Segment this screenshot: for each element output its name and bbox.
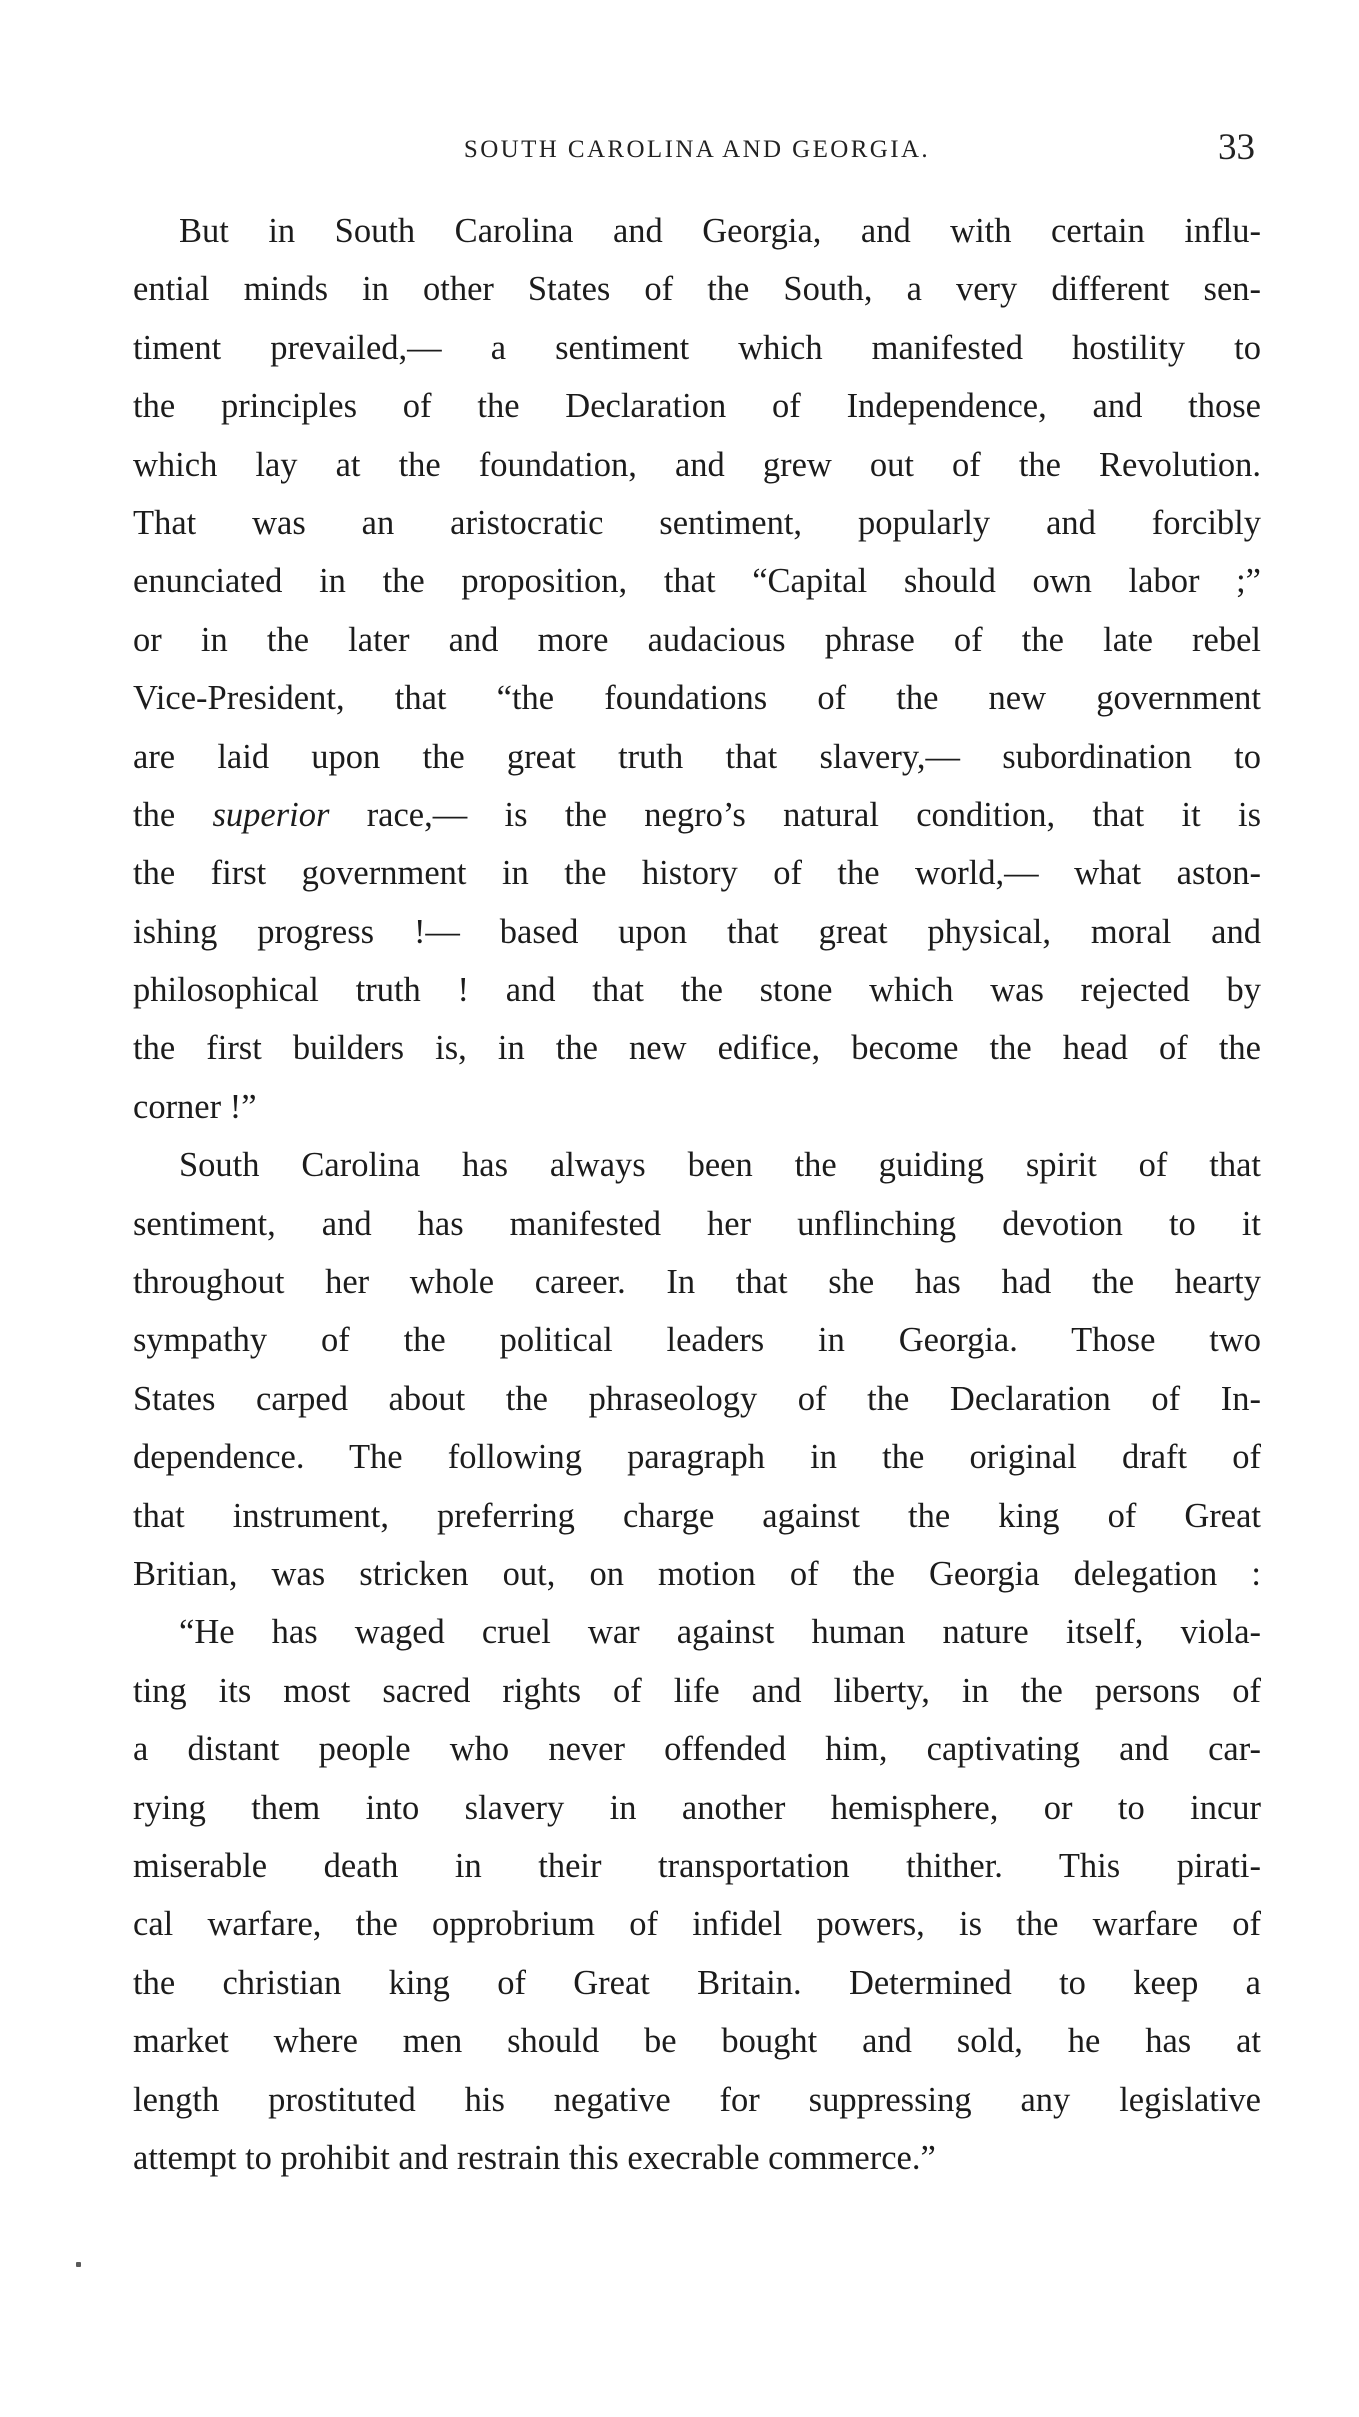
text-line: throughout her whole career. In that she has had the hearty bbox=[133, 1263, 1261, 1302]
text-line: Vice-President, that “the foundations of the new government bbox=[133, 679, 1261, 718]
text-line: rying them into slavery in another hemisphere, or to incur bbox=[133, 1788, 1261, 1827]
page-number: 33 bbox=[1218, 127, 1255, 168]
text-line: miserable death in their transportation thither. This pirati- bbox=[133, 1846, 1261, 1885]
text-line: a distant people who never offended him, captivating and car- bbox=[133, 1730, 1261, 1769]
text-line: dependence. The following paragraph in the original draft of bbox=[133, 1438, 1261, 1477]
text-line: the principles of the Declaration of Independence, and those bbox=[133, 387, 1261, 426]
text-line: which lay at the foundation, and grew out of the Revolution. bbox=[133, 445, 1261, 484]
text-line: timent prevailed,— a sentiment which manifested hostility to bbox=[133, 328, 1261, 367]
text-line: that instrument, preferring charge against the king of Great bbox=[133, 1496, 1261, 1535]
text-line: South Carolina has always been the guiding spirit of that bbox=[179, 1146, 1261, 1185]
text-line: But in South Carolina and Georgia, and with certain influ- bbox=[179, 212, 1261, 250]
text-line: ting its most sacred rights of life and liberty, in the persons of bbox=[133, 1671, 1261, 1710]
text-line: “He has waged cruel war against human nature itself, viola- bbox=[179, 1613, 1261, 1652]
text-line: the christian king of Great Britain. Determined to keep a bbox=[133, 1963, 1261, 2002]
text-line: That was an aristocratic sentiment, popularly and forcibly bbox=[133, 503, 1261, 542]
text-line: market where men should be bought and sold, he has at bbox=[133, 2022, 1261, 2061]
text-line: are laid upon the great truth that slavery,— subordination to bbox=[133, 737, 1261, 776]
text-line bbox=[133, 786, 1261, 844]
italic-word: superior bbox=[212, 795, 330, 834]
text-line: or in the later and more audacious phrase of the late rebel bbox=[133, 620, 1261, 659]
text-line: States carped about the phraseology of the Declaration of In- bbox=[133, 1379, 1261, 1418]
running-title: SOUTH CAROLINA AND GEORGIA. bbox=[463, 136, 931, 163]
text-line: the first government in the history of the world,— what aston- bbox=[133, 854, 1261, 893]
text-line: attempt to prohibit and restrain this execrable commerce.” bbox=[133, 2138, 936, 2177]
text-line: ential minds in other States of the South, a very different sen- bbox=[133, 270, 1261, 309]
text-line: length prostituted his negative for suppressing any legislative bbox=[133, 2080, 1261, 2119]
text-line: the first builders is, in the new edifice, become the head of the bbox=[133, 1029, 1261, 1068]
text-line: cal warfare, the opprobrium of infidel powers, is the warfare of bbox=[133, 1905, 1261, 1944]
text-segment: race,— is the negro’s natural condition, that it is bbox=[329, 795, 1261, 834]
text-line: sympathy of the political leaders in Georgia. Those two bbox=[133, 1321, 1261, 1360]
text-segment: the bbox=[133, 795, 213, 834]
running-head bbox=[133, 128, 1261, 172]
text-line: ishing progress !— based upon that great physical, moral and bbox=[133, 912, 1261, 951]
body-text bbox=[133, 202, 1261, 2187]
text-line: Britian, was stricken out, on motion of the Georgia delegation : bbox=[133, 1554, 1261, 1593]
text-line: corner !” bbox=[133, 1087, 257, 1126]
text-line: sentiment, and has manifested her unflinching devotion to it bbox=[133, 1204, 1261, 1243]
text-line: enunciated in the proposition, that “Capital should own labor ;” bbox=[133, 562, 1261, 601]
text-line: philosophical truth ! and that the stone which was rejected by bbox=[133, 971, 1261, 1010]
ink-speck bbox=[76, 2262, 81, 2267]
